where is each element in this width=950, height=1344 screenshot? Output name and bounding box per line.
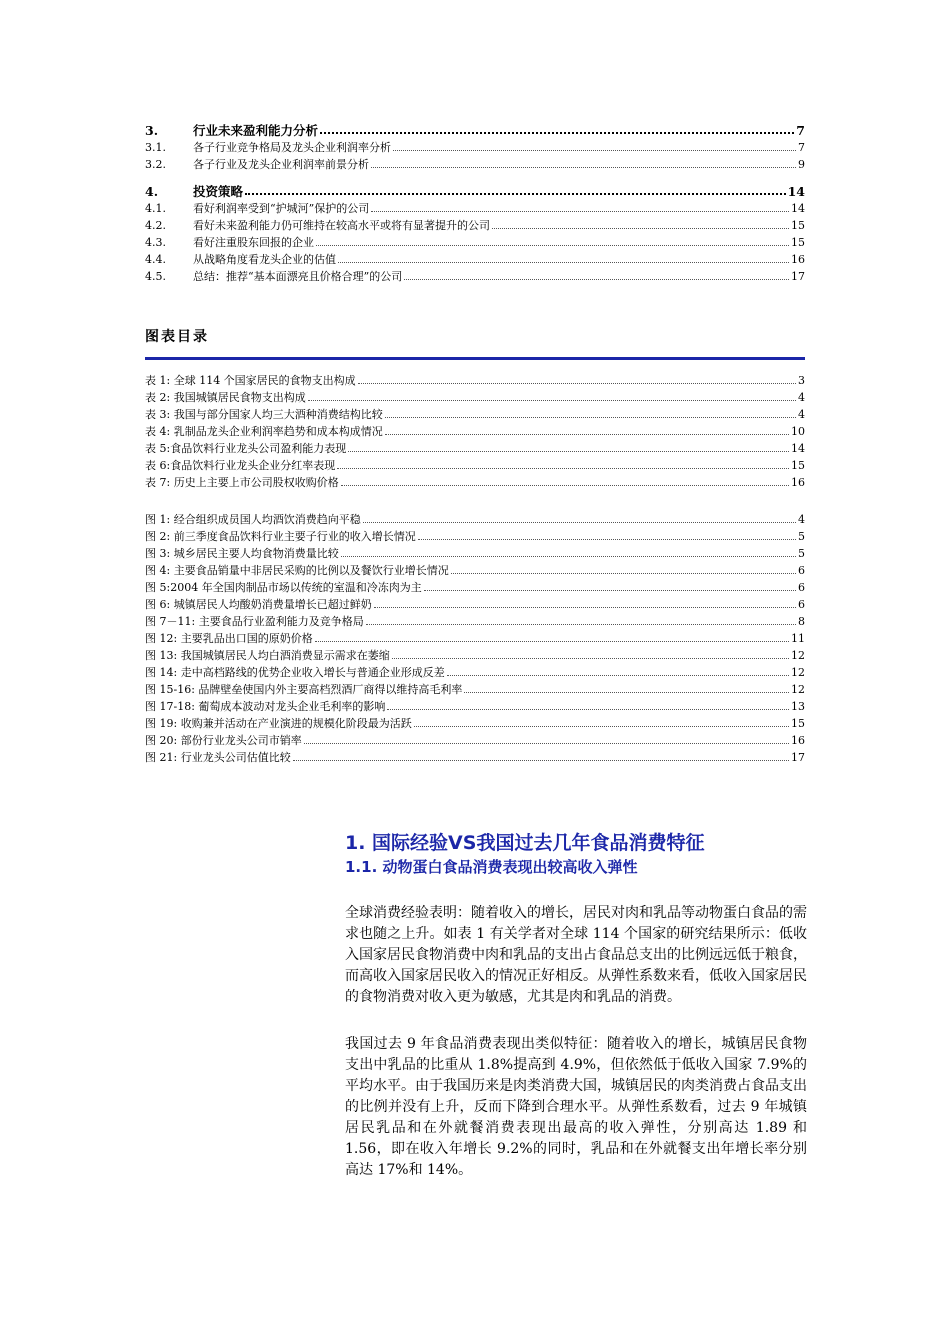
toc-number: 4.5. <box>145 270 166 283</box>
figure-entry[interactable] <box>145 628 805 645</box>
leader-dots <box>338 262 789 263</box>
entry-page: 11 <box>791 632 805 645</box>
table-entry[interactable] <box>145 421 805 438</box>
entry-page: 6 <box>798 581 805 594</box>
entry-page: 10 <box>791 425 805 438</box>
entry-page: 4 <box>798 391 805 404</box>
toc-number: 4.3. <box>145 236 166 249</box>
toc-entry[interactable] <box>145 137 805 154</box>
figure-list-title: 图表目录 <box>145 329 209 345</box>
toc-entry[interactable] <box>145 118 805 137</box>
figure-entry[interactable] <box>145 679 805 696</box>
figure-entry[interactable] <box>145 696 805 713</box>
subsection-heading: 1.1. 动物蛋白食品消费表现出较高收入弹性 <box>345 858 638 876</box>
leader-dots <box>424 590 796 591</box>
leader-dots <box>404 279 789 280</box>
figure-entry[interactable] <box>145 713 805 730</box>
toc-entry[interactable] <box>145 215 805 232</box>
leader-dots <box>392 658 789 659</box>
toc-title: 看好未来盈利能力仍可维持在较高水平或将有显著提升的公司 <box>193 219 490 232</box>
toc-page: 17 <box>791 270 805 283</box>
leader-dots <box>451 573 796 574</box>
entry-page: 12 <box>791 683 805 696</box>
entry-title: 图 7－11: 主要食品行业盈利能力及竞争格局 <box>145 615 364 628</box>
leader-dots <box>363 522 796 523</box>
table-entry[interactable] <box>145 438 805 455</box>
entry-page: 6 <box>798 598 805 611</box>
entry-page: 12 <box>791 649 805 662</box>
toc-page: 9 <box>798 158 805 171</box>
entry-page: 16 <box>791 476 805 489</box>
figure-entry[interactable] <box>145 509 805 526</box>
toc-page: 7 <box>798 141 805 154</box>
toc-page: 14 <box>791 202 805 215</box>
leader-dots <box>348 451 789 452</box>
table-entry[interactable] <box>145 370 805 387</box>
leader-dots <box>371 167 796 168</box>
entry-title: 图 14: 走中高档路线的优势企业收入增长与普通企业形成反差 <box>145 666 445 679</box>
figure-entry[interactable] <box>145 594 805 611</box>
toc-page: 16 <box>791 253 805 266</box>
entry-page: 12 <box>791 666 805 679</box>
leader-dots <box>341 556 796 557</box>
table-entry[interactable] <box>145 472 805 489</box>
leader-dots <box>308 400 796 401</box>
entry-page: 6 <box>798 564 805 577</box>
toc-title: 看好注重股东回报的企业 <box>193 236 314 249</box>
figure-entry[interactable] <box>145 662 805 679</box>
entry-page: 16 <box>791 734 805 747</box>
entry-title: 图 2: 前三季度食品饮料行业主要子行业的收入增长情况 <box>145 530 416 543</box>
toc-number: 4. <box>145 184 159 199</box>
toc-entry[interactable] <box>145 179 805 198</box>
leader-dots <box>385 434 789 435</box>
toc-number: 3.2. <box>145 158 166 171</box>
toc-number: 4.1. <box>145 202 166 215</box>
entry-title: 图 12: 主要乳品出口国的原奶价格 <box>145 632 313 645</box>
entry-title: 图 21: 行业龙头公司估值比较 <box>145 751 291 764</box>
toc-number: 3. <box>145 123 159 138</box>
figure-entry[interactable] <box>145 560 805 577</box>
entry-page: 4 <box>798 513 805 526</box>
toc-title: 投资策略 <box>193 184 244 199</box>
table-list <box>145 370 805 489</box>
entry-title: 表 4: 乳制品龙头企业利润率趋势和成本构成情况 <box>145 425 383 438</box>
entry-page: 15 <box>791 717 805 730</box>
leader-dots <box>245 193 786 195</box>
leader-dots <box>447 675 789 676</box>
leader-dots <box>304 743 789 744</box>
toc-page: 14 <box>787 184 805 199</box>
leader-dots <box>385 417 796 418</box>
leader-dots <box>387 709 789 710</box>
entry-title: 图 20: 部份行业龙头公司市销率 <box>145 734 302 747</box>
toc-title: 看好利润率受到“护城河”保护的公司 <box>193 202 370 215</box>
figure-entry[interactable] <box>145 543 805 560</box>
toc-page: 15 <box>791 219 805 232</box>
leader-dots <box>393 150 796 151</box>
entry-page: 5 <box>798 547 805 560</box>
entry-title: 图 15-16: 品牌壁垒使国内外主要高档烈酒厂商得以维持高毛利率 <box>145 683 463 696</box>
entry-page: 15 <box>791 459 805 472</box>
toc-entry[interactable] <box>145 154 805 171</box>
table-entry[interactable] <box>145 455 805 472</box>
figure-entry[interactable] <box>145 730 805 747</box>
entry-page: 5 <box>798 530 805 543</box>
leader-dots <box>374 607 796 608</box>
section-heading: 1. 国际经验VS我国过去几年食品消费特征 <box>345 832 705 854</box>
table-entry[interactable] <box>145 387 805 404</box>
leader-dots <box>358 383 796 384</box>
toc-title: 行业未来盈利能力分析 <box>193 123 319 138</box>
heading-rule <box>145 357 805 360</box>
toc-title: 各子行业及龙头企业利润率前景分析 <box>193 158 369 171</box>
leader-dots <box>492 228 789 229</box>
entry-title: 表 2: 我国城镇居民食物支出构成 <box>145 391 306 404</box>
toc-number: 3.1. <box>145 141 166 154</box>
entry-title: 表 1: 全球 114 个国家居民的食物支出构成 <box>145 374 356 387</box>
leader-dots <box>293 760 789 761</box>
entry-title: 图 5:2004 年全国肉制品市场以传统的室温和冷冻肉为主 <box>145 581 422 594</box>
toc-number: 4.2. <box>145 219 166 232</box>
entry-title: 图 1: 经合组织成员国人均酒饮消费趋向平稳 <box>145 513 361 526</box>
figure-entry[interactable] <box>145 747 805 764</box>
leader-dots <box>464 692 789 693</box>
leader-dots <box>316 245 789 246</box>
entry-page: 13 <box>791 700 805 713</box>
entry-page: 4 <box>798 408 805 421</box>
toc-entry[interactable] <box>145 249 805 266</box>
entry-title: 图 6: 城镇居民人均酸奶消费量增长已超过鲜奶 <box>145 598 372 611</box>
entry-page: 17 <box>791 751 805 764</box>
leader-dots <box>371 211 789 212</box>
figure-list <box>145 509 805 764</box>
entry-page: 3 <box>798 374 805 387</box>
toc-list <box>145 118 805 283</box>
toc-number: 4.4. <box>145 253 166 266</box>
entry-title: 表 5:食品饮料行业龙头公司盈利能力表现 <box>145 442 347 455</box>
body-paragraph: 我国过去 9 年食品消费表现出类似特征：随着收入的增长，城镇居民食物支出中乳品的比重从 1.8%提高到 4.9%，但依然低于低收入国家 7.9%的平均水平。由于我国历来是肉类消费大国，城镇居民的肉类消费占食品支出的比例并没有上升，反而下降到合理水平。从弹性系数看，过去 9 年城镇居民乳品和在外就餐消费表现出最高的收入弹性，分别高达 1.89 和 1.56，即在收入年增长 9.2%的同时，乳品和在外就餐支出年增长率分别高达 17%和 14%。 <box>345 1036 807 1178</box>
toc-entry[interactable] <box>145 198 805 215</box>
entry-page: 14 <box>791 442 805 455</box>
entry-title: 表 7: 历史上主要上市公司股权收购价格 <box>145 476 339 489</box>
toc-title: 从战略角度看龙头企业的估值 <box>193 253 336 266</box>
toc-entry[interactable] <box>145 266 805 283</box>
table-entry[interactable] <box>145 404 805 421</box>
entry-page: 8 <box>798 615 805 628</box>
entry-title: 表 3: 我国与部分国家人均三大酒种消费结构比较 <box>145 408 383 421</box>
entry-title: 图 3: 城乡居民主要人均食物消费量比较 <box>145 547 339 560</box>
figure-entry[interactable] <box>145 526 805 543</box>
leader-dots <box>341 485 789 486</box>
leader-dots <box>366 624 796 625</box>
leader-dots <box>320 132 794 134</box>
entry-title: 图 4: 主要食品销量中非居民采购的比例以及餐饮行业增长情况 <box>145 564 449 577</box>
toc-page: 15 <box>791 236 805 249</box>
toc-page: 7 <box>796 123 805 138</box>
figure-entry[interactable] <box>145 577 805 594</box>
toc-entry[interactable] <box>145 232 805 249</box>
leader-dots <box>414 726 789 727</box>
toc-title: 总结：推荐“基本面漂亮且价格合理”的公司 <box>193 270 403 283</box>
entry-title: 表 6:食品饮料行业龙头企业分红率表现 <box>145 459 336 472</box>
entry-title: 图 19: 收购兼并活动在产业演进的规模化阶段最为活跃 <box>145 717 412 730</box>
entry-title: 图 13: 我国城镇居民人均白酒消费显示需求在萎缩 <box>145 649 390 662</box>
leader-dots <box>418 539 796 540</box>
toc-title: 各子行业竞争格局及龙头企业利润率分析 <box>193 141 391 154</box>
entry-title: 图 17-18: 葡萄成本波动对龙头企业毛利率的影响 <box>145 700 386 713</box>
body-paragraph: 全球消费经验表明：随着收入的增长，居民对肉和乳品等动物蛋白食品的需求也随之上升。如表 1 有关学者对全球 114 个国家的研究结果所示：低收入国家居民食物消费中肉和乳品的支出占食品总支出的比例远远低于粮食，而高收入国家居民收入的情况正好相反。从弹性系数来看，低收入国家居民的食物消费对收入更为敏感，尤其是肉和乳品的消费。 <box>345 905 807 1005</box>
leader-dots <box>315 641 789 642</box>
figure-entry[interactable] <box>145 611 805 628</box>
figure-entry[interactable] <box>145 645 805 662</box>
leader-dots <box>337 468 789 469</box>
